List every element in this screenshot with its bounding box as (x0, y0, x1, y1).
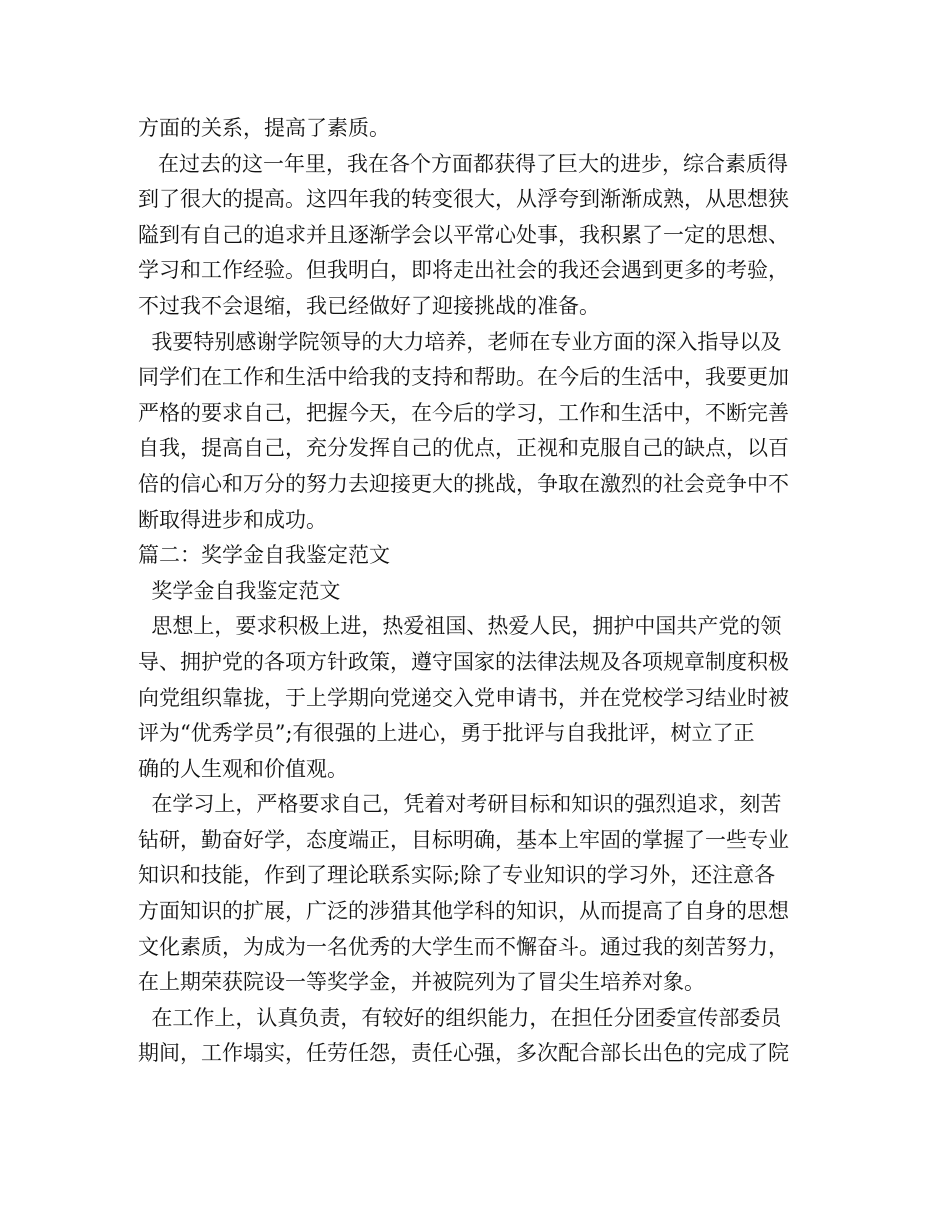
text-line: 在工作上，认真负责，有较好的组织能力，在担任分团委宣传部委员 (138, 1005, 782, 1030)
text-line: 断取得进步和成功。 (138, 507, 327, 532)
text-line: 确的人生观和价值观。 (138, 756, 348, 781)
text-line: 方面的关系，提高了素质。 (138, 116, 390, 140)
section-heading: 篇二：奖学金自我鉴定范文 (138, 543, 390, 568)
text-line: 在学习上，严格要求自己，凭着对考研目标和知识的强烈追求，刻苦 (138, 792, 782, 817)
text-line: 文化素质，为成为一名优秀的大学生而不懈奋斗。通过我的刻苦努力， (138, 934, 789, 959)
text-line: 评为“优秀学员”;有很强的上进心，勇于批评与自我批评，树立了正 (138, 721, 755, 746)
text-line: 知识和技能，作到了理论联系实际;除了专业知识的学习外，还注意各 (138, 863, 776, 888)
text-line: 导、拥护党的各项方针政策，遵守国家的法律法规及各项规章制度积极 (138, 649, 789, 674)
text-line: 学习和工作经验。但我明白，即将走出社会的我还会遇到更多的考验， (138, 258, 789, 283)
section-subtitle: 奖学金自我鉴定范文 (138, 578, 341, 603)
text-line: 严格的要求自己，把握今天，在今后的学习，工作和生活中，不断完善 (138, 400, 789, 425)
text-line: 我要特别感谢学院领导的大力培养，老师在专业方面的深入指导以及 (138, 329, 782, 354)
text-line: 同学们在工作和生活中给我的支持和帮助。在今后的生活中，我要更加 (138, 365, 789, 390)
text-line: 思想上，要求积极上进，热爱祖国、热爱人民，拥护中国共产党的领 (138, 614, 782, 639)
text-line: 方面知识的扩展，广泛的涉猎其他学科的知识，从而提高了自身的思想 (138, 899, 789, 924)
text-line: 向党组织靠拢，于上学期向党递交入党申请书，并在党校学习结业时被 (138, 685, 789, 710)
text-line: 到了很大的提高。这四年我的转变很大，从浮夸到渐渐成熟，从思想狭 (138, 187, 789, 212)
document-body (138, 111, 818, 1072)
text-line: 钻研，勤奋好学，态度端正，目标明确，基本上牢固的掌握了一些专业 (138, 827, 789, 852)
text-line: 在上期荣获院设一等奖学金，并被院列为了冒尖生培养对象。 (138, 970, 705, 995)
text-line: 期间，工作塌实，任劳任怨，责任心强，多次配合部长出色的完成了院 (138, 1041, 789, 1066)
text-line: 自我，提高自己，充分发挥自己的优点，正视和克服自己的缺点，以百 (138, 436, 789, 461)
text-line: 隘到有自己的追求并且逐渐学会以平常心处事，我积累了一定的思想、 (138, 222, 789, 247)
text-line: 在过去的这一年里，我在各个方面都获得了巨大的进步，综合素质得 (138, 151, 789, 176)
text-line: 倍的信心和万分的努力去迎接更大的挑战，争取在激烈的社会竞争中不 (138, 471, 789, 496)
text-line: 不过我不会退缩，我已经做好了迎接挑战的准备。 (138, 293, 600, 318)
